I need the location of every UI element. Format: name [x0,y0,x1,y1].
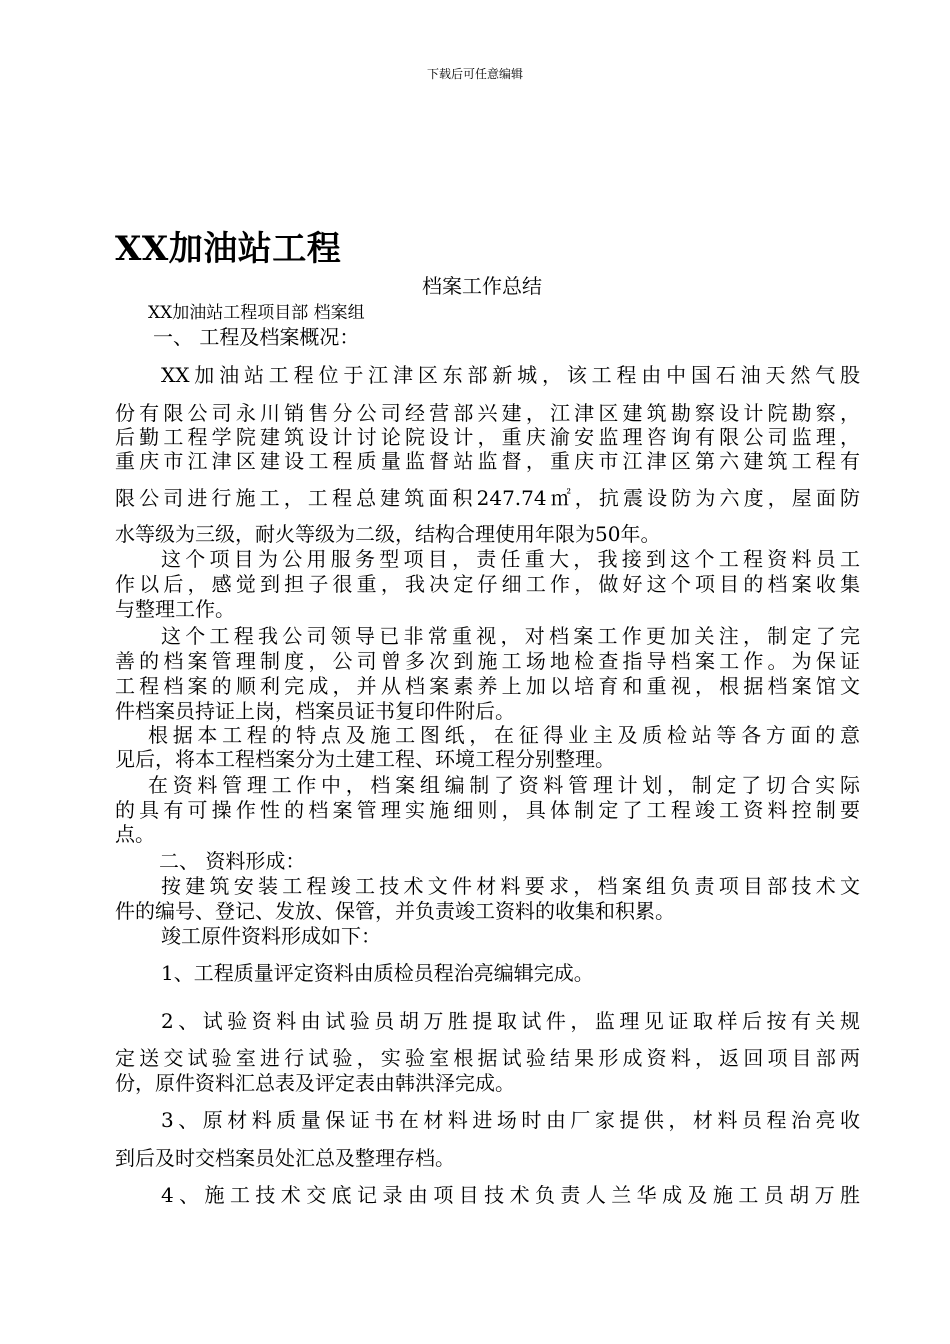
paragraph-line: 竣工原件资料形成如下： [161,924,381,948]
paragraph-line: 件档案员持证上岗，档案员证书复印件附后。 [115,699,515,723]
paragraph-line: 水等级为三级，耐火等级为二级，结构合理使用年限为50年。 [115,522,661,546]
paragraph-line: 件的编号、登记、发放、保管，并负责竣工资料的收集和积累。 [115,899,675,923]
paragraph-line: 见后，将本工程档案分为土建工程、环境工程分别整理。 [115,747,615,771]
paragraph-line: 工程档案的顺利完成，并从档案素养上加以培育和重视，根据档案馆文 [115,674,860,698]
paragraph-line: 点。 [115,822,155,846]
paragraph-line: 作以后，感觉到担子很重，我决定仔细工作，做好这个项目的档案收集 [115,572,860,596]
paragraph-line: 这个工程我公司领导已非常重视，对档案工作更加关注，制定了完 [161,624,860,648]
paragraph-line: 定送交试验室进行试验，实验室根据试验结果形成资料，返回项目部两 [115,1046,860,1070]
section-heading-overview: 一、 工程及档案概况： [153,325,360,349]
list-item: 3、原材料质量保证书在材料进场时由厂家提供，材料员程治亮收 [161,1108,860,1132]
paragraph-line: 按建筑安装工程竣工技术文件材料要求，档案组负责项目部技术文 [161,874,860,898]
header-note: 下载后可任意编辑 [426,67,523,81]
paragraph-line: 到后及时交档案员处汇总及整理存档。 [115,1146,455,1170]
paragraph-line: 份，原件资料汇总表及评定表由韩洪泽完成。 [115,1071,515,1095]
paragraph-line: 的具有可操作性的档案管理实施细则，具体制定了工程竣工资料控制要 [115,798,860,822]
paragraph-line: 份有限公司永川销售分公司经营部兴建，江津区建筑勘察设计院勘察， [115,401,860,425]
paragraph-line: 与整理工作。 [115,597,235,621]
list-item: 1、工程质量评定资料由质检员程治亮编辑完成。 [161,961,594,985]
department-line: XX加油站工程项目部 档案组 [148,303,365,323]
document-title: XX加油站工程 [115,229,342,269]
section-heading-formation: 二、 资料形成： [159,849,306,873]
paragraph-line: 重庆市江津区建设工程质量监督站监督，重庆市江津区第六建筑工程有 [115,449,860,473]
paragraph-line: 后勤工程学院建筑设计讨论院设计，重庆渝安监理咨询有限公司监理， [115,425,860,449]
paragraph-line: 善的档案管理制度，公司曾多次到施工场地检查指导档案工作。为保证 [115,649,860,673]
paragraph-line: 在资料管理工作中，档案组编制了资料管理计划，制定了切合实际 [148,773,860,797]
document-subtitle: 档案工作总结 [422,274,542,298]
list-item: 2、试验资料由试验员胡万胜提取试件，监理见证取样后按有关规 [161,1009,860,1033]
list-item: 4、施工技术交底记录由项目技术负责人兰华成及施工员胡万胜 [161,1183,860,1207]
paragraph-line: XX加油站工程位于江津区东部新城，该工程由中国石油天然气股 [161,363,860,387]
paragraph-line: 根据本工程的特点及施工图纸，在征得业主及质检站等各方面的意 [148,723,860,747]
paragraph-line: 这个项目为公用服务型项目，责任重大，我接到这个工程资料员工 [161,547,860,571]
paragraph-line: 限公司进行施工，工程总建筑面积247.74㎡，抗震设防为六度，屋面防 [115,486,860,510]
